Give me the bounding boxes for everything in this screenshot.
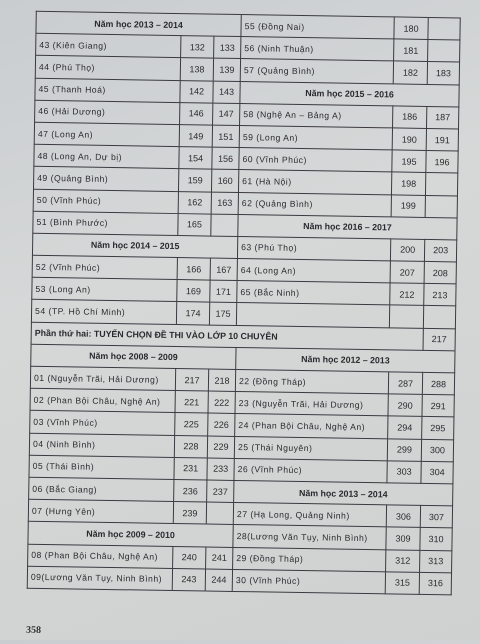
entry-label: 30 (Vĩnh Phúc) [232,569,385,594]
page-ref: 132 [181,36,214,59]
page-ref: 139 [213,58,240,81]
entry-label: 59 (Long An) [239,125,392,150]
page-ref [211,214,238,237]
page-ref: 195 [392,150,426,173]
entry-label: 28(Lương Văn Tụy, Ninh Bình) [233,525,386,550]
page-ref: 222 [208,391,235,414]
entry-label: 09(Lương Văn Tụy, Ninh Bình) [27,566,172,590]
page-ref: 239 [173,502,206,525]
entry-label: 03 (Vĩnh Phúc) [30,411,175,435]
page-ref [428,40,460,63]
page-ref: 295 [422,417,454,440]
page-ref: 208 [424,261,456,284]
page-ref: 175 [209,302,236,325]
page-ref: 226 [208,413,235,436]
page-ref: 290 [388,394,422,417]
page-ref: 228 [174,435,207,458]
year-heading: Năm học 2015 – 2016 [240,81,459,107]
page-ref: 160 [211,169,238,192]
page-ref: 299 [387,438,421,461]
page-ref: 166 [177,258,210,281]
entry-label: 43 (Kiên Giang) [36,33,181,57]
page-ref [425,173,457,196]
page-ref: 243 [172,568,205,591]
page-ref: 163 [211,192,238,215]
page-ref: 307 [420,506,452,529]
entry-label: 23 (Nguyễn Trãi, Hải Dương) [235,392,388,417]
entry-label: 47 (Long An) [34,122,179,146]
entry-label: 57 (Quảng Bình) [240,59,393,84]
page-ref: 287 [388,372,422,395]
entry-label: 26 (Vĩnh Phúc) [234,458,387,483]
page-ref: 310 [420,528,452,551]
entry-label: 58 (Nghệ An – Bảng A) [240,103,393,128]
entry-label: 01 (Nguyễn Trãi, Hải Dương) [30,366,175,390]
page-ref: 159 [178,169,211,192]
entry-label: 49 (Quảng Bình) [34,167,179,191]
page-ref: 312 [386,549,420,572]
year-heading: Năm học 2014 – 2015 [32,233,237,258]
page-ref: 191 [426,128,458,151]
page-ref: 294 [388,416,422,439]
page-ref: 133 [214,36,241,59]
page-ref: 146 [180,102,213,125]
page-ref: 187 [427,106,459,129]
page-ref: 288 [422,372,454,395]
page-ref [428,17,460,40]
page-ref: 221 [175,391,208,414]
page-ref: 143 [213,81,240,104]
entry-label: 53 (Long An) [32,278,177,302]
page-ref: 171 [210,280,237,303]
page-ref: 212 [390,283,424,306]
page-ref: 174 [176,302,209,325]
entry-label: 44 (Phú Thọ) [35,56,180,80]
page-ref: 291 [422,395,454,418]
entry-label: 64 (Long An) [237,259,390,284]
page-ref: 142 [180,80,213,103]
entry-label: 65 (Bắc Ninh) [237,281,390,306]
page-ref: 233 [207,458,234,481]
page-ref: 203 [424,239,456,262]
entry-label: 61 (Hà Nội) [239,170,392,195]
entry-label: 45 (Thanh Hoá) [35,78,180,102]
entry-label: 52 (Vĩnh Phúc) [32,255,177,279]
entry-label: 62 (Quảng Bình) [238,192,391,217]
year-heading: Năm học 2012 – 2013 [236,347,455,373]
page-ref: 181 [394,39,428,62]
year-heading: Năm học 2013 – 2014 [36,11,241,36]
page-number: 358 [25,624,42,636]
page-ref: 182 [393,61,427,84]
entry-label: 06 (Bắc Giang) [29,477,174,501]
entry-label: 29 (Đồng Tháp) [233,547,386,572]
page-ref: 315 [385,572,419,595]
entry-label: 02 (Phan Bội Châu, Nghệ An) [30,388,175,412]
part-title: Phần thứ hai: TUYỂN CHỌN ĐỀ THI VÀO LỚP 10 CHUYÊN [31,322,423,350]
entry-label: 50 (Vĩnh Phúc) [33,189,178,213]
page-ref: 316 [419,572,451,595]
page-ref: 217 [175,369,208,392]
page-ref: 154 [179,147,212,170]
page-ref: 151 [212,125,239,148]
page-ref: 218 [208,369,235,392]
year-heading: Năm học 2008 – 2009 [31,344,236,369]
page-ref [206,502,233,525]
page-ref: 229 [207,436,234,459]
page-ref: 236 [174,479,207,502]
table-of-contents [27,11,461,595]
entry-label: 63 (Phú Thọ) [237,236,390,261]
page-ref: 240 [173,546,206,569]
page-ref: 225 [175,413,208,436]
page-ref: 306 [386,505,420,528]
year-heading: Năm học 2009 – 2010 [28,522,233,547]
page-ref: 196 [426,151,458,174]
entry-label: 27 (Hạ Long, Quảng Ninh) [233,503,386,528]
page-ref: 217 [423,328,455,351]
page-ref: 231 [174,457,207,480]
page-ref: 186 [393,106,427,129]
entry-label: 07 (Hưng Yên) [28,499,173,523]
year-heading: Năm học 2016 – 2017 [238,214,457,240]
entry-label: 25 (Thái Nguyên) [234,436,387,461]
page-ref: 180 [394,17,428,40]
page-ref: 156 [212,147,239,170]
entry-label: 08 (Phan Bội Châu, Nghệ An) [28,544,173,568]
page-ref: 198 [391,172,425,195]
entry-label: 54 (TP. Hồ Chí Minh) [31,300,176,324]
page-ref: 303 [387,461,421,484]
page-ref: 200 [390,239,424,262]
entry-label: 48 (Long An, Dự bị) [34,144,179,168]
page-ref: 313 [420,550,452,573]
page-ref: 309 [386,527,420,550]
page-ref: 304 [421,461,453,484]
entry-label: 05 (Thái Bình) [29,455,174,479]
page-ref: 190 [392,128,426,151]
entry-label: 60 (Vĩnh Phúc) [239,148,392,173]
year-heading: Năm học 2013 – 2014 [234,480,453,506]
page-ref: 244 [205,569,232,592]
page-ref: 167 [210,258,237,281]
page-ref: 149 [179,125,212,148]
entry-label: 22 (Đồng Tháp) [235,369,388,394]
page-ref [425,195,457,218]
entry-label: 55 (Đồng Nai) [241,15,394,40]
page-ref: 213 [424,284,456,307]
entry-label: 04 (Ninh Bình) [29,433,174,457]
entry-label: 46 (Hải Dương) [35,100,180,124]
page-ref: 169 [177,280,210,303]
page-ref: 147 [213,103,240,126]
entry-label: 51 (Bình Phước) [33,211,178,235]
page-ref: 199 [391,194,425,217]
page-ref: 300 [421,439,453,462]
page-ref: 165 [178,213,211,236]
page-ref: 237 [207,480,234,503]
page-ref: 241 [206,547,233,570]
entry-label: 56 (Ninh Thuận) [241,37,394,62]
page-ref: 162 [178,191,211,214]
page-ref: 207 [390,261,424,284]
page-ref: 138 [180,58,213,81]
page-ref: 183 [427,62,459,85]
entry-label: 24 (Phan Bội Châu, Nghệ An) [235,414,388,439]
